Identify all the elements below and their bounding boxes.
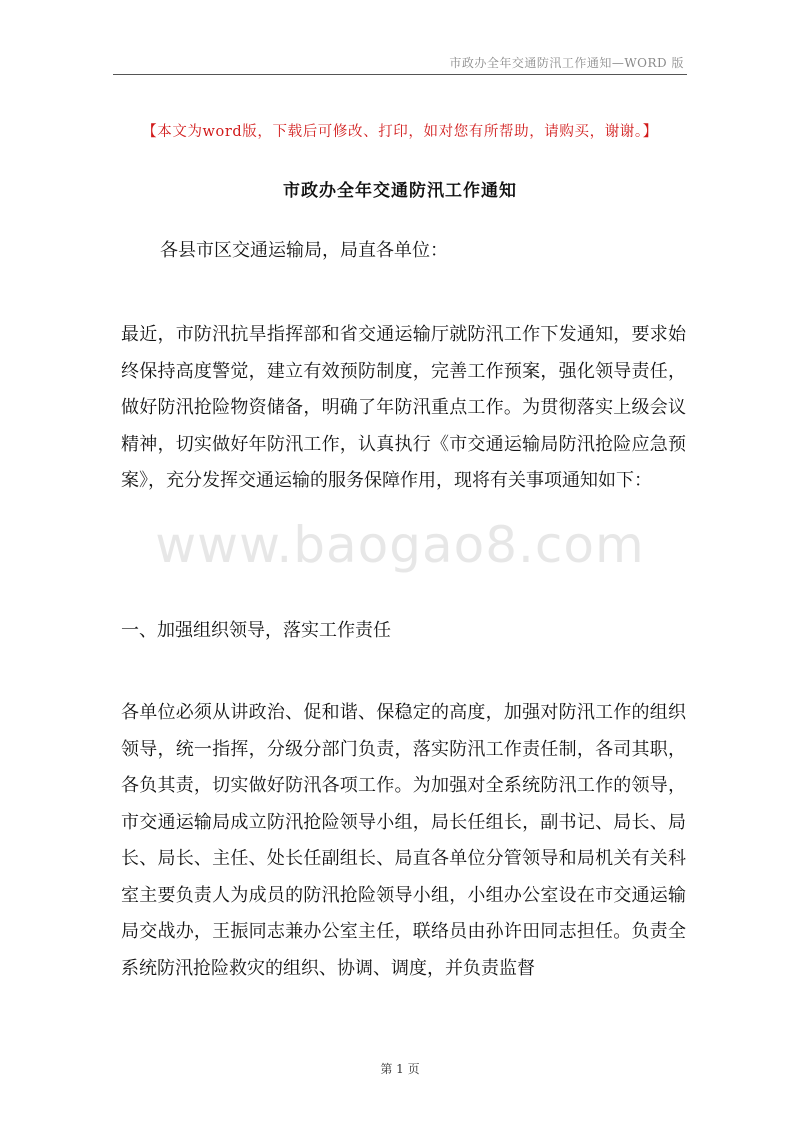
section-1-paragraph: 各单位必须从讲政治、促和谐、保稳定的高度，加强对防汛工作的组织领导，统一指挥，分级分部门负责，落实防汛工作责任制，各司其职，各负其责，切实做好防汛各项工作。为加强对全系统防汛工作的领导，市交通运输局成立防汛抢险领导小组，局长任组长，副书记、局长、局长、局长、主任、处长任副组长、局直各单位分管领导和局机关有关科室主要负责人为成员的防汛抢险领导小组，小组办公室设在市交通运输局交战办，王振同志兼办公室主任，联络员由孙许田同志担任。负责全系统防汛抢险救灾的组织、协调、调度，并负责监督 [121, 702, 686, 979]
document-title: 市政办全年交通防汛工作通知 [283, 181, 517, 201]
purchase-notice: 【本文为word版，下载后可修改、打印，如对您有所帮助，请购买，谢谢。】 [142, 124, 658, 140]
salutation: 各县市区交通运输局，局直各单位： [160, 240, 448, 261]
header-divider [113, 74, 687, 75]
page-number: 第 1 页 [380, 1062, 420, 1076]
running-header: 市政办全年交通防汛工作通知—WORD 版 [449, 56, 684, 70]
section-heading-1: 一、加强组织领导，落实工作责任 [121, 620, 391, 641]
site-watermark: www.baogao8.com [155, 516, 645, 574]
intro-paragraph: 最近，市防汛抗旱指挥部和省交通运输厅就防汛工作下发通知，要求始终保持高度警觉，建立有效预防制度，完善工作预案，强化领导责任，做好防汛抢险物资储备，明确了年防汛重点工作。为贯彻落实上级会议精神，切实做好年防汛工作，认真执行《市交通运输局防汛抢险应急预案》，充分发挥交通运输的服务保障作用，现将有关事项通知如下： [121, 324, 686, 491]
